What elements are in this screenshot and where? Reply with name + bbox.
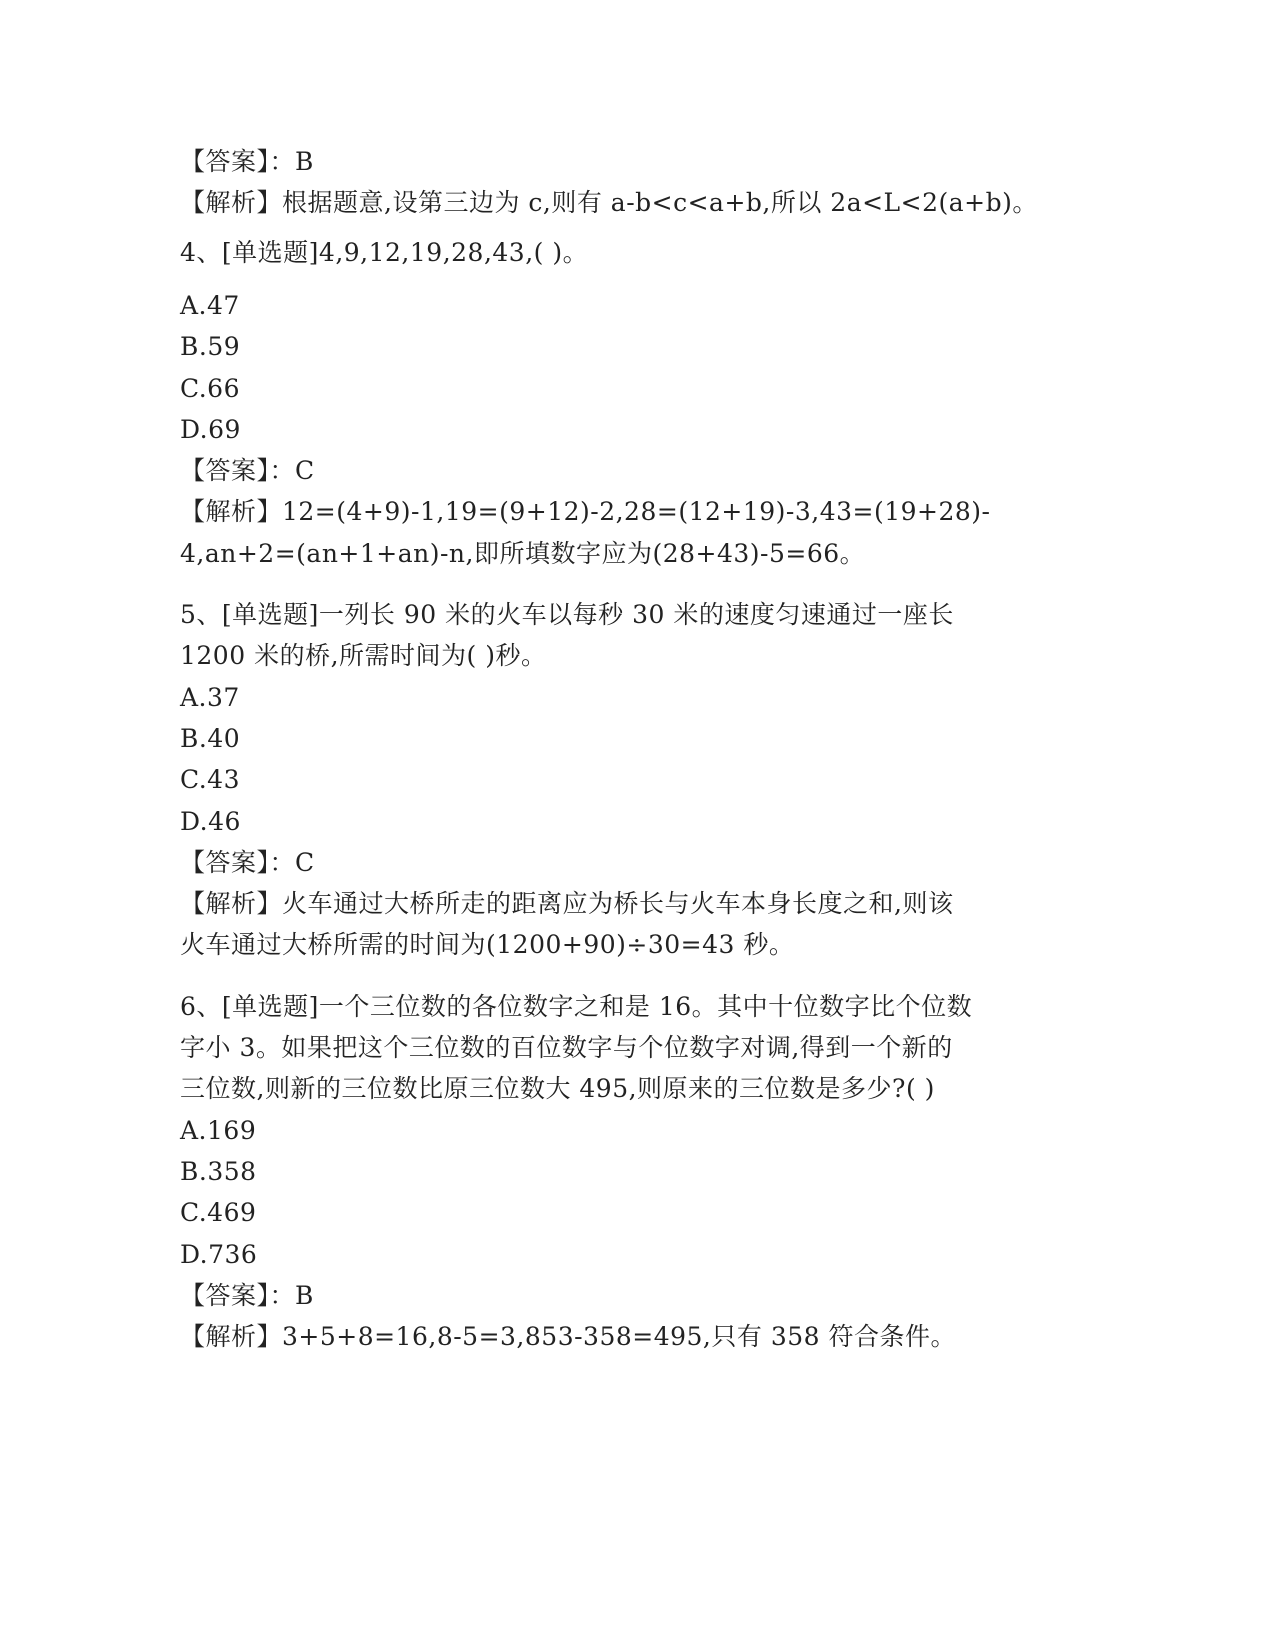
question-stem: 三位数,则新的三位数比原三位数大 495,则原来的三位数是多少?( )	[180, 1074, 935, 1103]
analysis-line: 【解析】火车通过大桥所走的距离应为桥长与火车本身长度之和,则该	[180, 889, 954, 918]
question-stem: 1200 米的桥,所需时间为( )秒。	[180, 641, 547, 670]
option-a: A.37	[180, 683, 240, 712]
option-b: B.358	[180, 1157, 257, 1186]
answer-line: 【答案】：B	[180, 1281, 314, 1310]
option-b: B.40	[180, 724, 241, 753]
analysis-line: 【解析】3+5+8=16,8-5=3,853-358=495,只有 358 符合条件。	[180, 1322, 956, 1351]
option-d: D.736	[180, 1240, 258, 1269]
analysis-line: 火车通过大桥所需的时间为(1200+90)÷30=43 秒。	[180, 930, 795, 959]
question-stem: 6、[单选题]一个三位数的各位数字之和是 16。其中十位数字比个位数	[180, 992, 973, 1021]
analysis-line: 【解析】根据题意,设第三边为 c,则有 a-b<c<a+b,所以 2a<L<2(a+b)。	[180, 188, 1038, 217]
option-d: D.46	[180, 807, 241, 836]
option-a: A.169	[180, 1116, 257, 1145]
question-stem: 4、[单选题]4,9,12,19,28,43,( )。	[180, 238, 589, 267]
option-c: C.43	[180, 765, 240, 794]
option-c: C.66	[180, 374, 240, 403]
option-d: D.69	[180, 415, 241, 444]
answer-line: 【答案】：C	[180, 848, 315, 877]
question-stem: 字小 3。如果把这个三位数的百位数字与个位数字对调,得到一个新的	[180, 1033, 953, 1062]
answer-line: 【答案】：B	[180, 147, 314, 176]
option-a: A.47	[180, 291, 240, 320]
option-b: B.59	[180, 332, 241, 361]
analysis-line: 4,an+2=(an+1+an)-n,即所填数字应为(28+43)-5=66。	[180, 539, 866, 568]
answer-line: 【答案】：C	[180, 456, 315, 485]
analysis-line: 【解析】12=(4+9)-1,19=(9+12)-2,28=(12+19)-3,43=(19+28)-	[180, 497, 991, 526]
question-stem: 5、[单选题]一列长 90 米的火车以每秒 30 米的速度匀速通过一座长	[180, 600, 954, 629]
option-c: C.469	[180, 1198, 257, 1227]
